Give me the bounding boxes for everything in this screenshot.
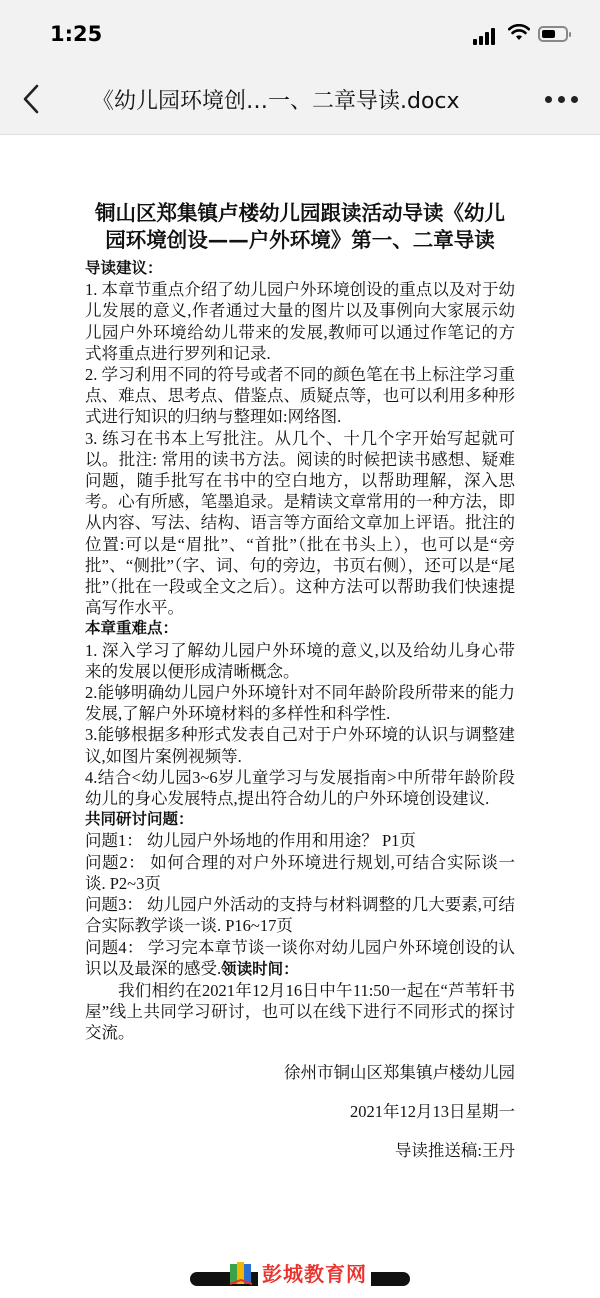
signature-organization: 徐州市铜山区郑集镇卢楼幼儿园 <box>284 1062 515 1082</box>
section-discussion-questions <box>85 809 515 1043</box>
watermark-text: 彭城教育网 <box>258 1258 371 1287</box>
more-options-icon[interactable] <box>545 96 581 104</box>
document-title: 《幼儿园环境创…一、二章导读.docx <box>92 89 460 114</box>
document-body <box>85 200 515 1161</box>
reading-time-paragraph: 我们相约在2021年12月16日中午11:50一起在“芦苇轩书屋”线上共同学习研讨，也可以在线下进行不同形式的探讨交流。 <box>85 980 515 1043</box>
question <box>85 937 515 980</box>
book-logo-icon <box>228 1258 254 1288</box>
signature-author: 导读推送稿:王丹 <box>394 1140 515 1160</box>
doc-title: 铜山区郑集镇卢楼幼儿园跟读活动导读《幼儿园环境创设——户外环境》第一、二章导读 <box>95 201 505 252</box>
question: 问题1： 幼儿园户外场地的作用和用途？ P1页 <box>85 831 416 851</box>
section-heading: 共同研讨问题： <box>85 810 194 829</box>
section-key-points <box>85 618 515 809</box>
paragraph: 2.能够明确幼儿园户外环境针对不同年龄阶段所带来的能力发展,了解户外环境材料的多样性和科学性. <box>85 683 515 724</box>
paragraph: 2. 学习利用不同的符号或者不同的颜色笔在书上标注学习重点、难点、思考点、借鉴点、质疑点等，也可以利用多种形式进行知识的归纳与整理如:网络图. <box>85 365 515 427</box>
paragraph: 4.结合<幼儿园3~6岁儿童学习与发展指南>中所带年龄阶段幼儿的身心发展特点,提出符合幼儿的户外环境创设建议. <box>85 767 515 809</box>
back-chevron-icon[interactable] <box>18 82 48 116</box>
status-time: 1:25 <box>50 22 103 46</box>
question: 问题2： 如何合理的对户外环境进行规划,可结合实际谈一谈. P2~3页 <box>85 852 515 893</box>
question: 问题3： 幼儿园户外活动的支持与材料调整的几大要素,可结合实际教学谈一谈. P16~17页 <box>85 895 515 936</box>
status-bar <box>0 0 600 64</box>
section-reading-suggestions <box>85 258 515 618</box>
signature-date: 2021年12月13日星期一 <box>350 1101 515 1121</box>
cellular-signal-icon <box>473 27 499 45</box>
section-heading: 导读建议： <box>85 259 163 277</box>
reading-time-heading: 领读时间： <box>221 959 299 978</box>
paragraph: 1. 本章节重点介绍了幼儿园户外环境创设的重点以及对于幼儿发展的意义,作者通过大量的图片以及事例向大家展示幼儿园户外环境给幼儿带来的发展,教师可以通过作笔记的方式将重点进行罗列和记录. <box>85 280 515 363</box>
question-4-text: 问题4： 学习完本章节谈一谈你对幼儿园户外环境创设的认识以及最深的感受. <box>85 937 515 978</box>
paragraph: 3. 练习在书本上写批注。从几个、十几个字开始写起就可以。批注: 常用的读书方法。阅读的时候把读书感想、疑难问题，随手批写在书中的空白地方，以帮助理解，深入思考。心有所感，笔墨追录。是精读文章常用的一种方法，即从内容、写法、结构、语言等方面给文章加上评语。批注的位置:可以是“眉批”、“首批”（批在书头上），也可以是“旁批”、“侧批”（字、词、句的旁边，书页右侧），还可以是“尾批”（批在一段或全文之后）。这种方法可以帮助我们快速提高写作水平。 <box>85 428 515 618</box>
section-heading: 本章重难点： <box>85 619 179 638</box>
paragraph: 1. 深入学习了解幼儿园户外环境的意义,以及给幼儿身心带来的发展以便形成清晰概念。 <box>85 640 515 681</box>
battery-icon <box>538 26 568 42</box>
paragraph: 3.能够根据多种形式发表自己对于户外环境的认识与调整建议,如图片案例视频等. <box>85 725 515 766</box>
wifi-icon <box>508 24 530 42</box>
nav-bar <box>0 64 600 135</box>
